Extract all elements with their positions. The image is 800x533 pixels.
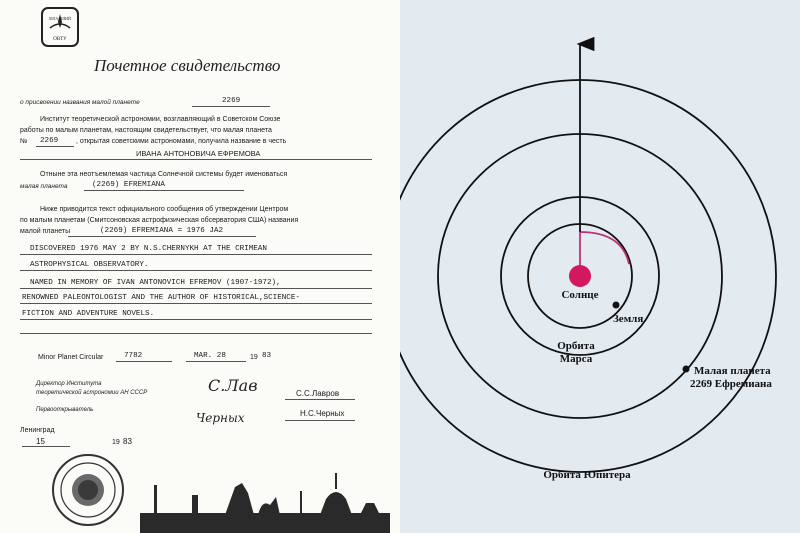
circular-year: 83 xyxy=(262,352,272,360)
circular-number: 7782 xyxy=(124,352,143,360)
asteroid-label: 2269 Ефремиана xyxy=(690,378,772,390)
emblem-text-bottom: ОВТУ xyxy=(53,37,67,42)
mars-orbit-label: Орбита xyxy=(557,340,595,352)
discoverer-name: Н.С.Черных xyxy=(300,409,345,418)
circular-month: MAR. 28 xyxy=(194,352,226,360)
date-year: 83 xyxy=(123,437,132,446)
institute-text-2: работы по малым планетам, настоящим свидетельствует, что малая планета xyxy=(20,127,272,134)
orbit-diagram-panel xyxy=(400,0,800,533)
earth-label: Земля xyxy=(613,313,644,325)
round-stamp xyxy=(50,452,126,528)
director-label-2: теоретической астрономии АН СССР xyxy=(36,390,148,396)
citation-line: NAMED IN MEMORY OF IVAN ANTONOVICH EFREMOV (1907-1972), xyxy=(30,279,281,287)
citation-line: FICTION AND ADVENTURE NOVELS. xyxy=(22,310,155,318)
official-name: (2269) EFREMIANA xyxy=(92,181,165,189)
institute-text-1: Институт теоретической астрономии, возглавляющий в Советском Союзе xyxy=(40,116,281,123)
planet-number-2: 2269 xyxy=(40,137,59,145)
below-text-2: по малым планетам (Смитсоновская астрофизическая обсерватория США) названия xyxy=(20,217,299,224)
director-name: С.С.Лавров xyxy=(296,389,340,398)
designation: (2269) EFREMIANA = 1976 JA2 xyxy=(100,227,224,235)
citation-line: DISCOVERED 1976 MAY 2 BY N.S.CHERNYKH AT THE CRIMEAN xyxy=(30,245,267,253)
minor-planet-label: малой планеты xyxy=(20,228,71,235)
part-text: Отныне эта неотъемлемая частица Солнечной системы будет именоваться xyxy=(40,171,288,178)
citation-line: ASTROPHYSICAL OBSERVATORY. xyxy=(30,261,149,269)
naming-label: о присвоении названия малой планете xyxy=(20,99,140,106)
circular-label: Minor Planet Circular xyxy=(38,354,104,361)
asteroid-label: Малая планета xyxy=(694,365,771,377)
director-signature: С.Лав xyxy=(208,376,258,395)
sun-marker xyxy=(569,265,591,287)
date-year-prefix: 19 xyxy=(112,439,120,446)
citation-line: RENOWNED PALEONTOLOGIST AND THE AUTHOR OF HISTORICAL,SCIENCE- xyxy=(22,294,300,302)
orbit-diagram xyxy=(400,0,800,533)
director-label-1: Директор Института xyxy=(36,381,102,387)
skyline-illustration xyxy=(130,455,400,533)
below-text-1: Ниже приводится текст официального сообщения об утверждении Центром xyxy=(40,206,289,213)
earth-marker xyxy=(613,302,620,309)
discoverer-signature: Черных xyxy=(196,411,245,425)
number-prefix: № xyxy=(20,138,28,145)
discovered-text: , открытая советскими астрономами, получила название в честь xyxy=(76,138,287,145)
circular-year-prefix: 19 xyxy=(250,354,258,361)
asteroid-marker xyxy=(683,366,690,373)
emblem-stamp xyxy=(40,6,80,48)
discoverer-label: Первооткрыватель xyxy=(36,407,94,413)
named-label: малая планета xyxy=(20,183,68,190)
date-day: 15 xyxy=(36,437,45,446)
honoree-name: ИВАНА АНТОНОВИЧА ЕФРЕМОВА xyxy=(136,149,261,158)
sun-label: Солнце xyxy=(561,289,599,301)
jupiter-orbit-label: Орбита Юпитера xyxy=(543,469,631,481)
mars-orbit-label: Марса xyxy=(559,353,593,365)
emblem-text-top: МЛАДШИЙ xyxy=(49,16,71,21)
city: Ленинград xyxy=(20,427,55,434)
certificate-title: Почетное свидетельство xyxy=(94,56,281,75)
planet-number: 2269 xyxy=(222,97,241,105)
